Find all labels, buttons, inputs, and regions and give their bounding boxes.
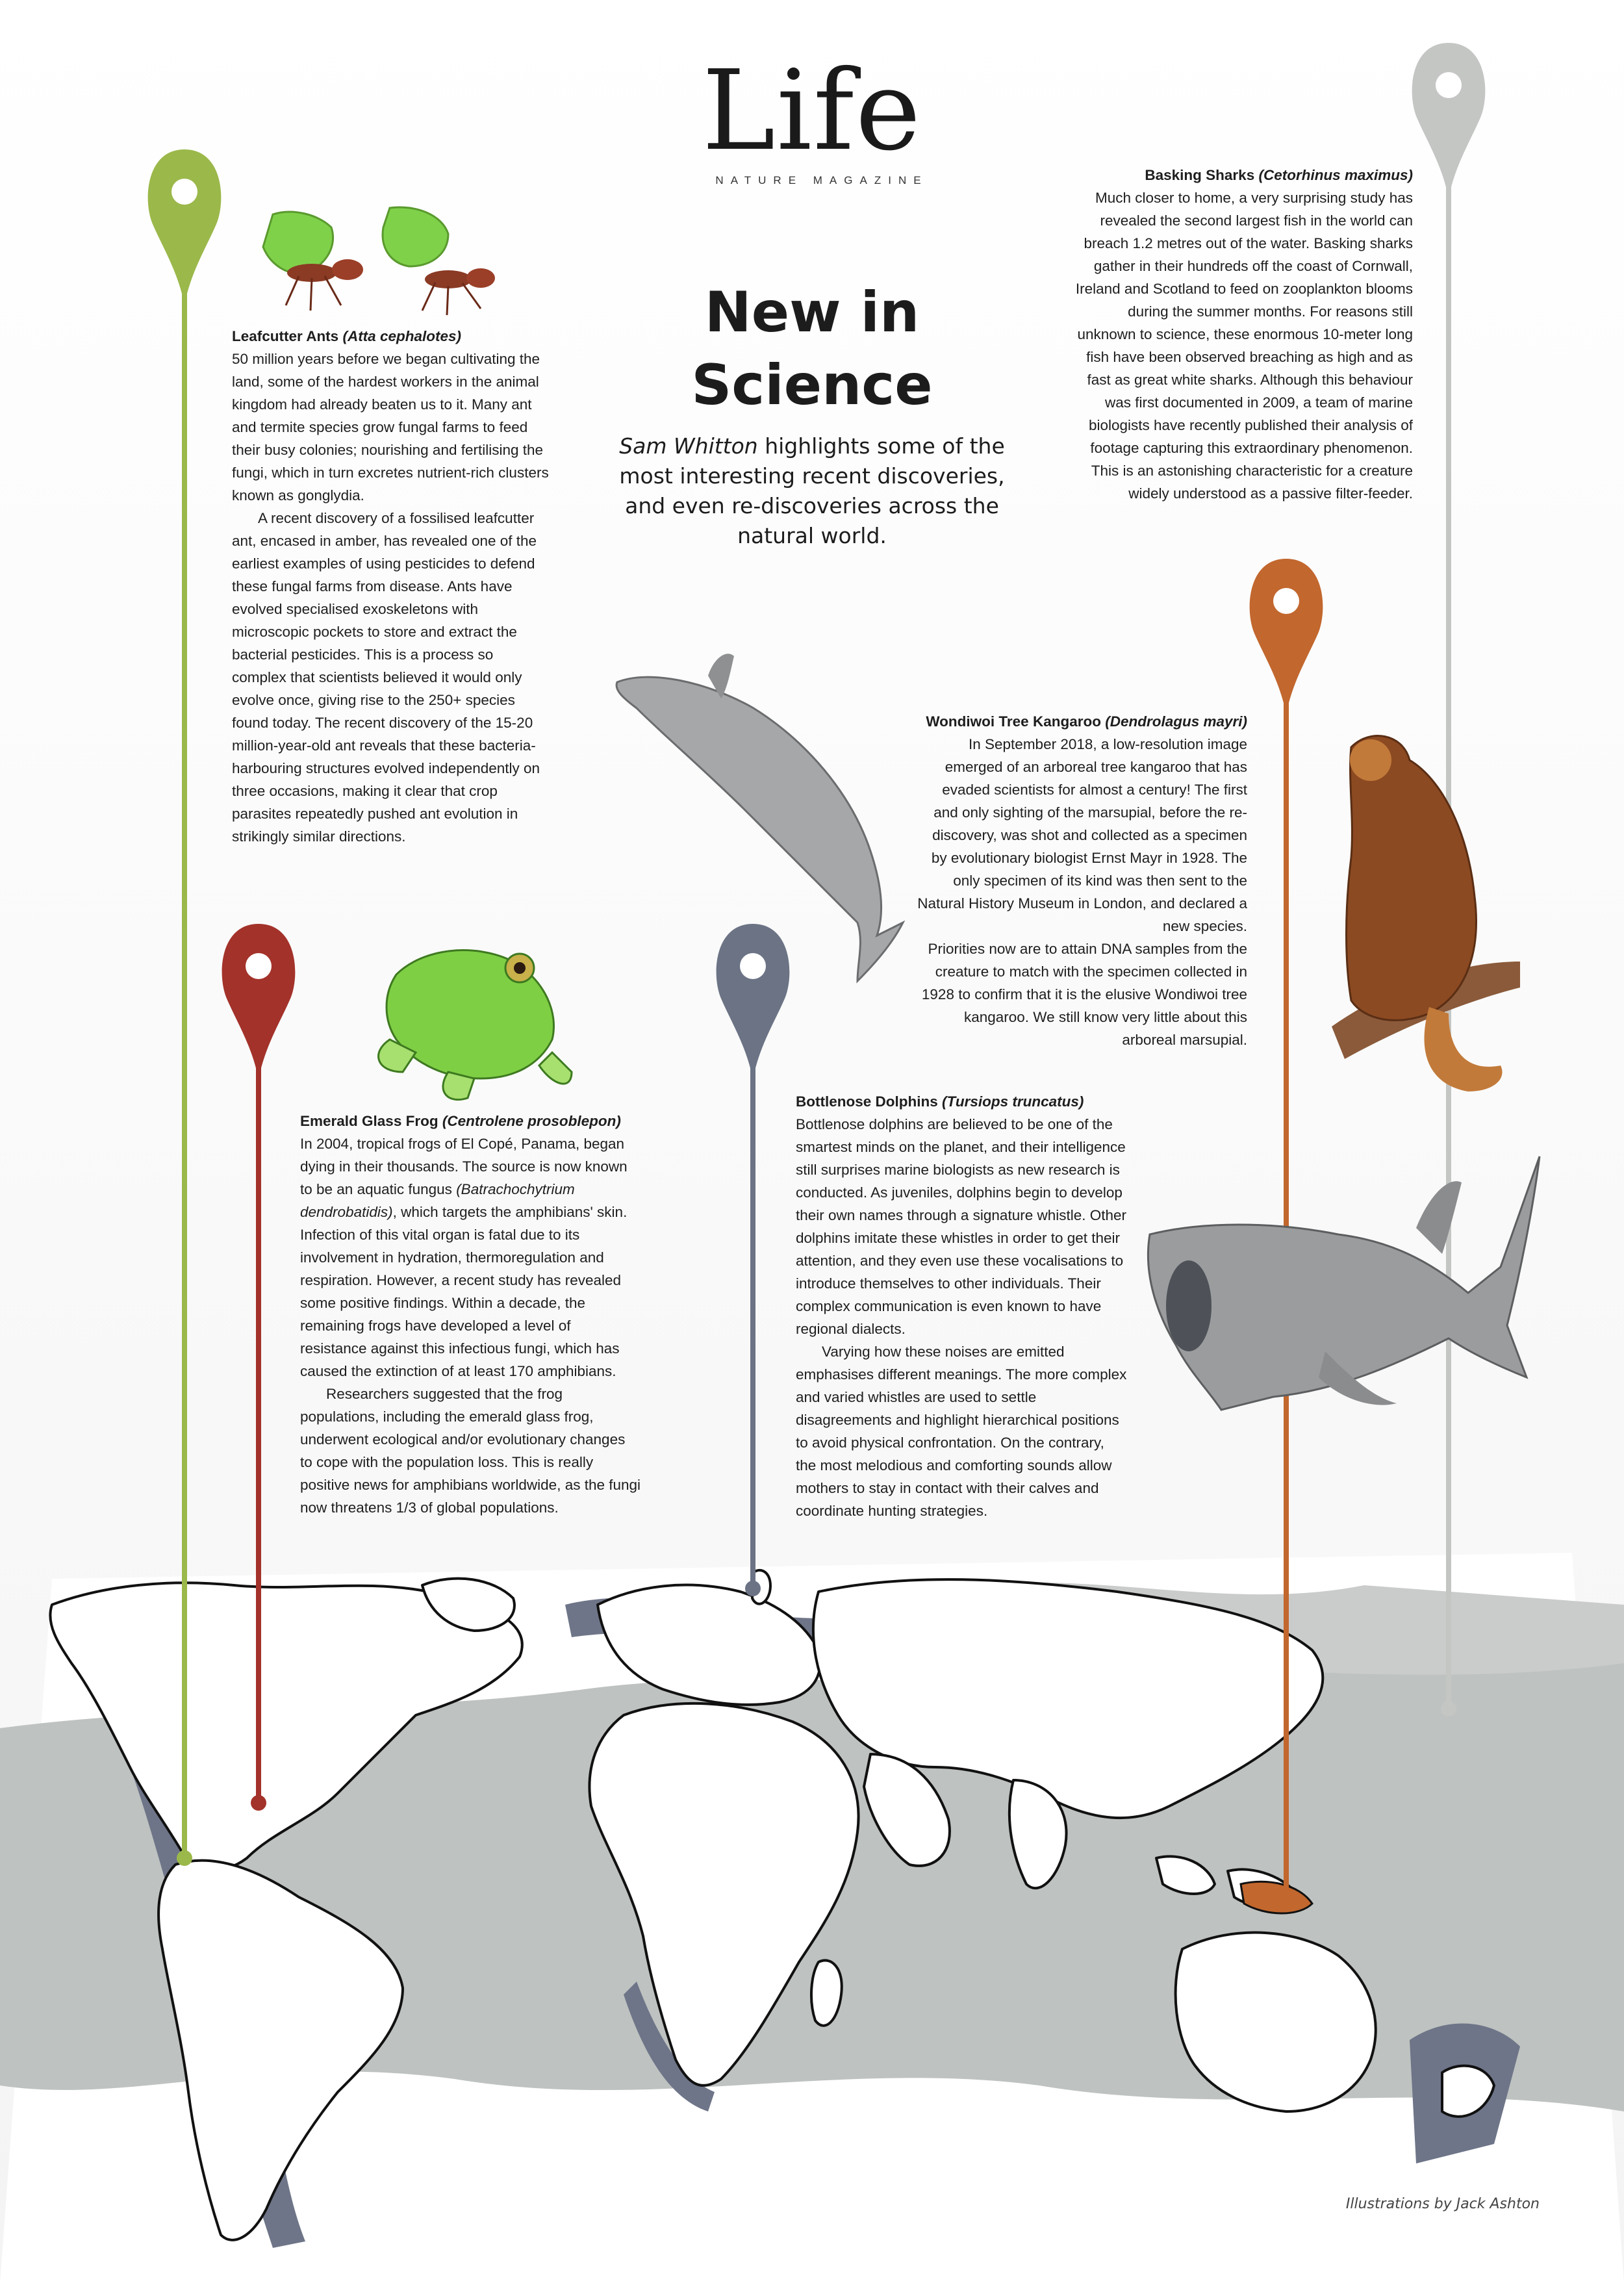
article-frog	[300, 1110, 641, 1519]
article-dolphins	[796, 1090, 1127, 1522]
article-frog-heading: Emerald Glass Frog (Centrolene prosoblepon)	[300, 1113, 621, 1129]
article-sharks	[1072, 164, 1413, 505]
article-kangaroo-para-1: In September 2018, a low-resolution image emerged of an arboreal tree kangaroo that has evaded scientists for almost a century! The first and only sighting of the marsupial, before the re-discovery, was shot and collected as a specimen by evolutionary biologist Ernst Mayr in 1928. The only specimen of its kind was then sent to the Natural History Museum in London, and declared a new species.	[917, 736, 1247, 934]
article-frog-para-1: In 2004, tropical frogs of El Copé, Panama, began dying in their thousands. The source is now known to be an aquatic fungus (Batrachochytrium dendrobatidis), which targets the amphibians' skin. Infection of this vital organ is fatal due to its involvement in hydration, thermoregulation and respiration. However, a recent study has revealed some positive findings. Within a decade, the remaining frogs have developed a level of resistance against this infectious fungi, which has caused the extinction of at least 170 amphibians.	[300, 1136, 628, 1379]
article-ants-para-1: 50 million years before we began cultivating the land, some of the hardest workers in the animal kingdom had already beaten us to it. Many ant and termite species grow fungal farms to feed their busy colonies; nourishing and fertilising the fungi, which in turn excretes nutrient-rich clusters known as gonglydia.	[232, 351, 549, 504]
masthead	[585, 47, 1039, 187]
article-dolphins-para-2: Varying how these noises are emitted emphasises different meanings. The more complex and varied whistles are used to settle disagreements and highlight hierarchical positions to avoid physical confrontation. On the contrary, the most melodious and comforting sounds allow mothers to stay in contact with their calves and coordinate hunting strategies.	[796, 1344, 1127, 1519]
standfirst-author: Sam Whitton	[619, 433, 758, 459]
article-ants-heading: Leafcutter Ants (Atta cephalotes)	[232, 328, 461, 344]
headline-line-2: Science	[691, 353, 933, 418]
article-dolphins-para-1: Bottlenose dolphins are believed to be one of the smartest minds on the planet, and their intelligence still surprises marine biologists as new research is conducted. As juveniles, dolphins begin to develop their own names through a signature whistle. Other dolphins imitate these whistles in order to get their attention, and they even use these vocalisations to introduce themselves to other individuals. Their complex communication is even known to have regional dialects.	[796, 1116, 1127, 1337]
masthead-subtitle: NATURE MAGAZINE	[715, 174, 928, 186]
article-sharks-para-1: Much closer to home, a very surprising study has revealed the second largest fish in the world can breach 1.2 metres out of the water. Basking sharks gather in their hundreds off the coast of Cornwall, Ireland and Scotland to feed on zooplankton blooms during the summer months. For reasons still unknown to science, these enormous 10-meter long fish have been observed breaching as high and as fast as great white sharks. Although this behaviour was first documented in 2009, a team of marine biologists have recently published their analysis of footage capturing this extraordinary phenomenon. This is an astonishing characteristic for a creature widely understood as a passive filter-feeder.	[1075, 190, 1413, 502]
world-map	[0, 1553, 1624, 2283]
article-ants	[232, 325, 550, 848]
masthead-title: Life	[702, 47, 922, 175]
headline	[578, 276, 1046, 422]
headline-line-1: New in	[704, 280, 920, 345]
standfirst-text: highlights some of the most interesting recent discoveries, and even re-discoveries across the natural world.	[619, 433, 1005, 548]
article-kangaroo-para-2: Priorities now are to attain DNA samples from the creature to match with the specimen collected in 1928 to confirm that it is the elusive Wondiwoi tree kangaroo. We still know very little about this arboreal marsupial.	[921, 941, 1247, 1048]
article-dolphins-heading: Bottlenose Dolphins (Tursiops truncatus)	[796, 1093, 1084, 1110]
standfirst	[604, 431, 1020, 551]
illustration-credit: Illustrations by Jack Ashton	[1345, 2196, 1540, 2212]
article-sharks-heading: Basking Sharks (Cetorhinus maximus)	[1145, 167, 1413, 183]
article-kangaroo-heading: Wondiwoi Tree Kangaroo (Dendrolagus mayri)	[926, 713, 1247, 730]
article-ants-para-2: A recent discovery of a fossilised leafcutter ant, encased in amber, has revealed one of the earliest examples of using pesticides to defend these fungal farms from disease. Ants have evolved specialised exoskeletons with microscopic pockets to store and extract the bacterial pesticides. This is a process so complex that scientists believed it would only evolve once, giving rise to the 250+ species found today. The recent discovery of the 15-20 million-year-old ant reveals that these bacteria-harbouring structures evolved independently on three occasions, making it clear that crop parasites repeatedly pushed ant evolution in strikingly similar directions.	[232, 510, 540, 845]
article-frog-para-2: Researchers suggested that the frog populations, including the emerald glass frog, underwent ecological and/or evolutionary changes to cope with the population loss. This is really positive news for amphibians worldwide, as the fungi now threatens 1/3 of global populations.	[300, 1386, 641, 1516]
article-kangaroo	[916, 710, 1247, 1051]
